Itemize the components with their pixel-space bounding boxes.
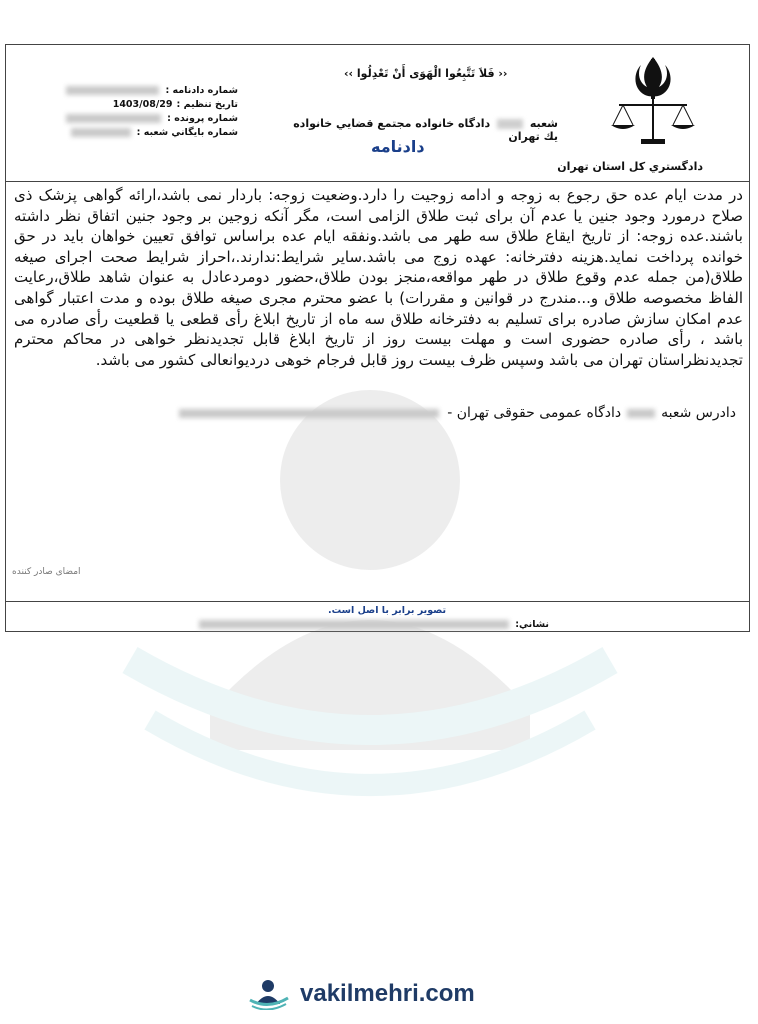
true-copy-confirmation: تصوير برابر با اصل است. (328, 605, 447, 616)
document-header (6, 45, 749, 182)
footer-address (199, 619, 549, 630)
branch-suffix: دادگاه خانواده مجتمع قضايي خانواده يك تهران (293, 117, 558, 143)
address-prefix: دادرس شعبه (661, 405, 736, 421)
file-number-label: شماره پرونده : (167, 112, 238, 124)
archive-number-label: شماره بايگاني شعبه : (136, 126, 238, 138)
document-footer (6, 601, 749, 632)
file-number-row (66, 111, 238, 125)
address-suffix: دادگاه عمومی حقوقی تهران - (447, 405, 622, 421)
quran-verse: ‹‹ فَلاَ تَتَّبِعُوا الْهَوَى أَنْ تَعْدِلُوا ›› (344, 67, 508, 80)
archive-number-row (66, 125, 238, 139)
branch-prefix: شعبه (529, 117, 558, 130)
signer-label: امضای صادر کننده (12, 567, 81, 577)
ruling-body-text: در مدت ایام عده حق رجوع به زوجه و ادامه زوجیت را دارد.وضعیت زوجه: باردار نمی باشد،ارائه گواهی پزشک ذی صلاح درمورد وجود جنین یا عدم آن برای ثبت طلاق الزامی است، مگر آنکه زوجین بر وجود جنین اتفاق نظر داشته باشند.عده زوجه: از تاریخ ایقاع طلاق سه طهر می باشد.ونفقه ایام عده براساس توافق تعیین خواهان باید در حق خوانده پرداخت نماید.هزینه دفترخانه: عهده زوج می باشد.سایر شرایط:ندارند.،احراز شرایط صحت اجرای صیغه طلاق(من جمله عدم وقوع طلاق در طهر مواقعه،منجز بودن طلاق،حضور دومردعادل به عنوان شاهد طلاق،رعایت الفاظ مخصوصه طلاق و...مندرج در قوانین و مقررات) با عضو محترم مجری صیغه طلاق بوده و مدت اعتبار گواهی عدم امکان سازش صادره برای تسلیم به دفترخانه طلاق سه ماه از تاریخ ابلاغ رأی قطعی یا قطعیت رأی صادره می باشد ، رأی صادره حضوری است و مهلت بیست روز از تاریخ ابلاغ قابل تجدیدنظر خواهی در محاکم محترم تجدیدنظراستان تهران می باشد وسپس ظرف بیست روز قابل فرجام خوهی دردیوانعالی کشور می باشد. (14, 186, 743, 369)
redacted-archive-number (71, 128, 131, 137)
document-title: دادنامه (371, 137, 425, 156)
iran-judiciary-emblem-icon (605, 53, 701, 153)
redacted-file-number (66, 114, 161, 123)
case-number-label: شماره دادنامه : (165, 84, 238, 96)
date-value: 1403/08/29 (112, 98, 173, 110)
address-label: نشاني: (515, 619, 549, 630)
lawyer-logo-icon (248, 978, 290, 1010)
redacted-branch-number-2 (627, 409, 655, 418)
judge-address-line (26, 405, 736, 421)
date-row (66, 97, 238, 111)
emblem-caption: دادگستري كل استان تهران (557, 160, 703, 173)
court-document (5, 44, 750, 632)
redacted-case-number (66, 86, 159, 95)
date-label: تاريخ تنظيم : (176, 98, 238, 110)
site-branding[interactable] (248, 978, 475, 1010)
case-metadata (66, 83, 238, 139)
redacted-judge-name (179, 409, 439, 418)
redacted-branch-number (497, 119, 523, 129)
site-url[interactable]: vakilmehri.com (300, 980, 475, 1007)
redacted-address (199, 620, 509, 629)
case-number-row (66, 83, 238, 97)
